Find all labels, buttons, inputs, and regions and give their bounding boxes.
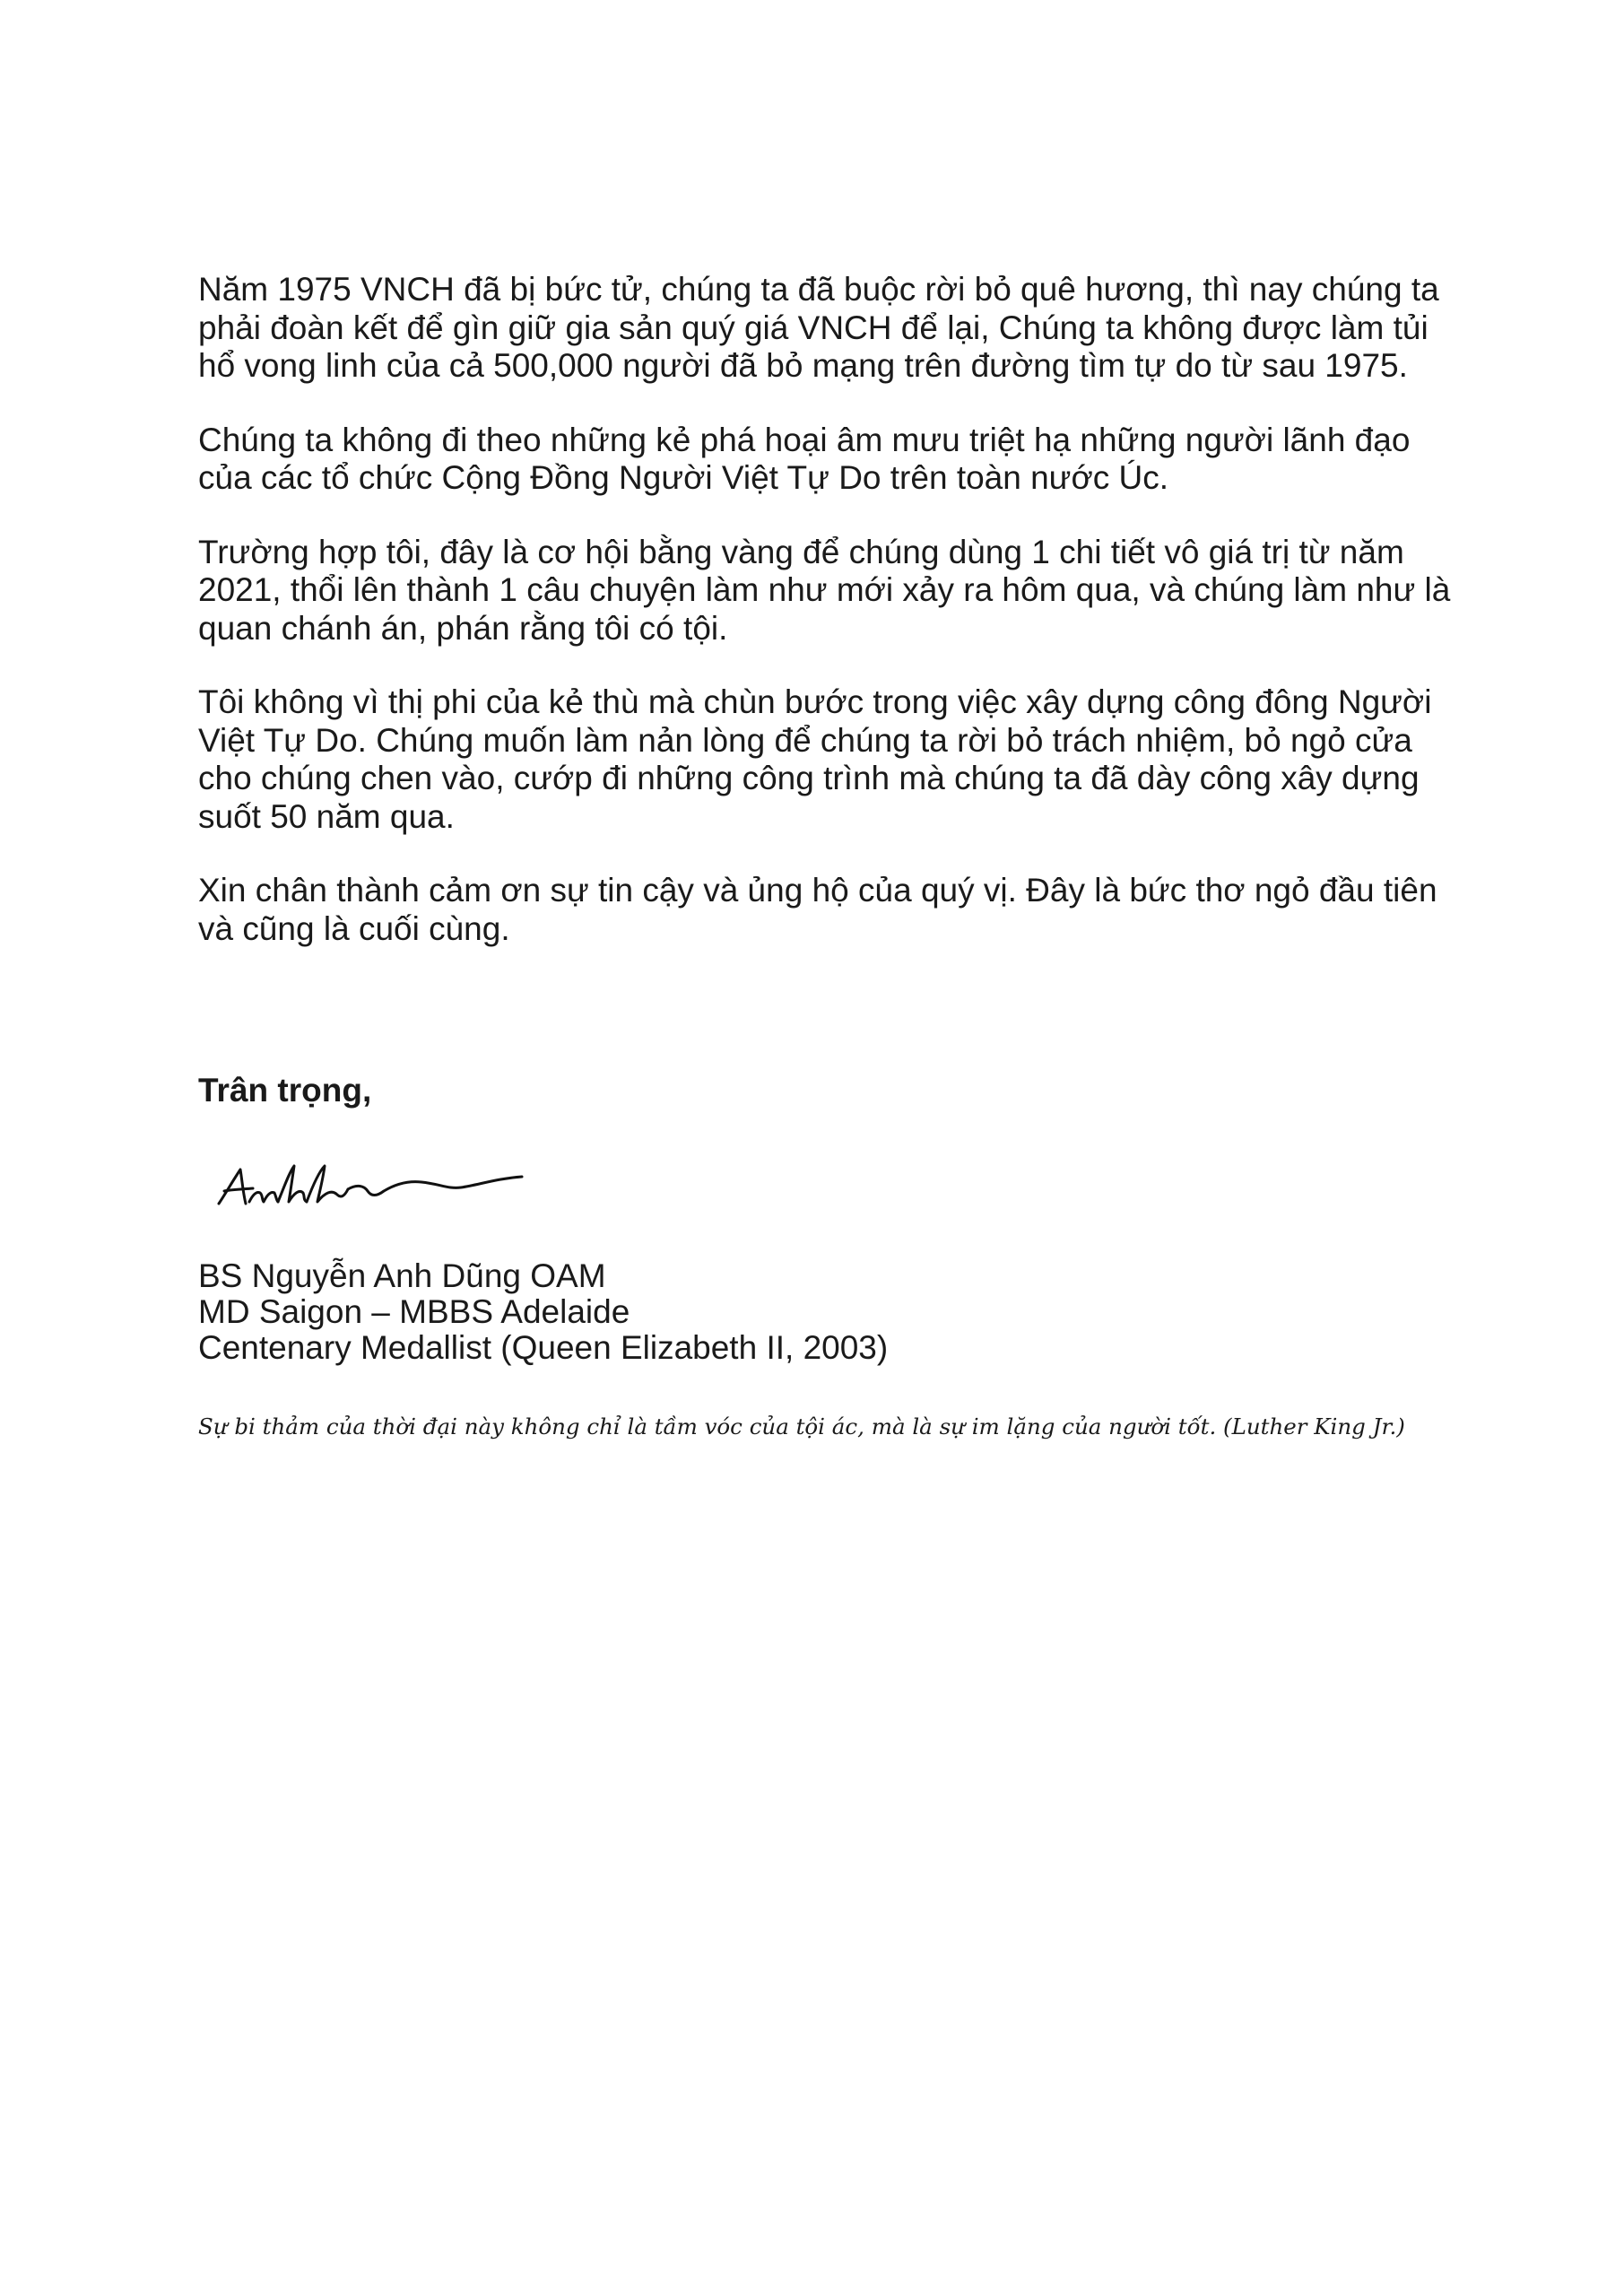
closing-salutation: Trân trọng, (198, 1072, 372, 1109)
paragraph-3 (198, 533, 1451, 648)
paragraph-line: Việt Tự Do. Chúng muốn làm nản lòng để chúng ta rời bỏ trách nhiệm, bỏ ngỏ cửa (198, 721, 1412, 759)
paragraph-4 (198, 683, 1436, 836)
handwritten-signature (213, 1157, 527, 1220)
paragraph-2 (198, 422, 1436, 498)
paragraph-1 (198, 271, 1439, 386)
paragraph-line: cho chúng chen vào, cướp đi những công trình mà chúng ta đã dày công xây dựng (198, 760, 1420, 796)
signatory-honor: Centenary Medallist (Queen Elizabeth II, 2003) (198, 1329, 889, 1366)
paragraph-line: suốt 50 năm qua. (198, 797, 455, 835)
signatory-name: BS Nguyễn Anh Dũng OAM (198, 1257, 606, 1294)
paragraph-line: Xin chân thành cảm ơn sự tin cậy và ủng hộ của quý vị. Đây là bức thơ ngỏ đầu tiên (198, 872, 1437, 909)
closing-quote: Sự bi thảm của thời đại này không chỉ là tầm vóc của tội ác, mà là sự im lặng của người tốt. (Luther King Jr.) (198, 1413, 1405, 1439)
letter-body (198, 271, 1451, 984)
paragraph-line: 2021, thổi lên thành 1 câu chuyện làm như mới xảy ra hôm qua, và chúng làm như là (198, 571, 1451, 608)
signatory-block (198, 1258, 888, 1366)
paragraph-line: Chúng ta không đi theo những kẻ phá hoại âm mưu triệt hạ những người lãnh đạo (198, 421, 1411, 458)
signatory-credentials: MD Saigon – MBBS Adelaide (198, 1293, 630, 1330)
paragraph-line: hổ vong linh của cả 500,000 người đã bỏ mạng trên đường tìm tự do từ sau 1975. (198, 347, 1408, 384)
paragraph-line: Tôi không vì thị phi của kẻ thù mà chùn bước trong việc xây dựng công đông Người (198, 683, 1432, 720)
paragraph-line: quan chánh án, phán rằng tôi có tội. (198, 609, 728, 647)
paragraph-line: Trường hợp tôi, đây là cơ hội bằng vàng để chúng dùng 1 chi tiết vô giá trị từ năm (198, 533, 1404, 570)
paragraph-line: của các tổ chức Cộng Đồng Người Việt Tự Do trên toàn nước Úc. (198, 459, 1168, 496)
paragraph-5 (198, 872, 1436, 948)
paragraph-line: Năm 1975 VNCH đã bị bức tử, chúng ta đã buộc rời bỏ quê hương, thì nay chúng ta (198, 271, 1439, 308)
paragraph-line: phải đoàn kết để gìn giữ gia sản quý giá VNCH để lại, Chúng ta không được làm tủi (198, 309, 1429, 346)
paragraph-line: và cũng là cuối cùng. (198, 909, 510, 947)
